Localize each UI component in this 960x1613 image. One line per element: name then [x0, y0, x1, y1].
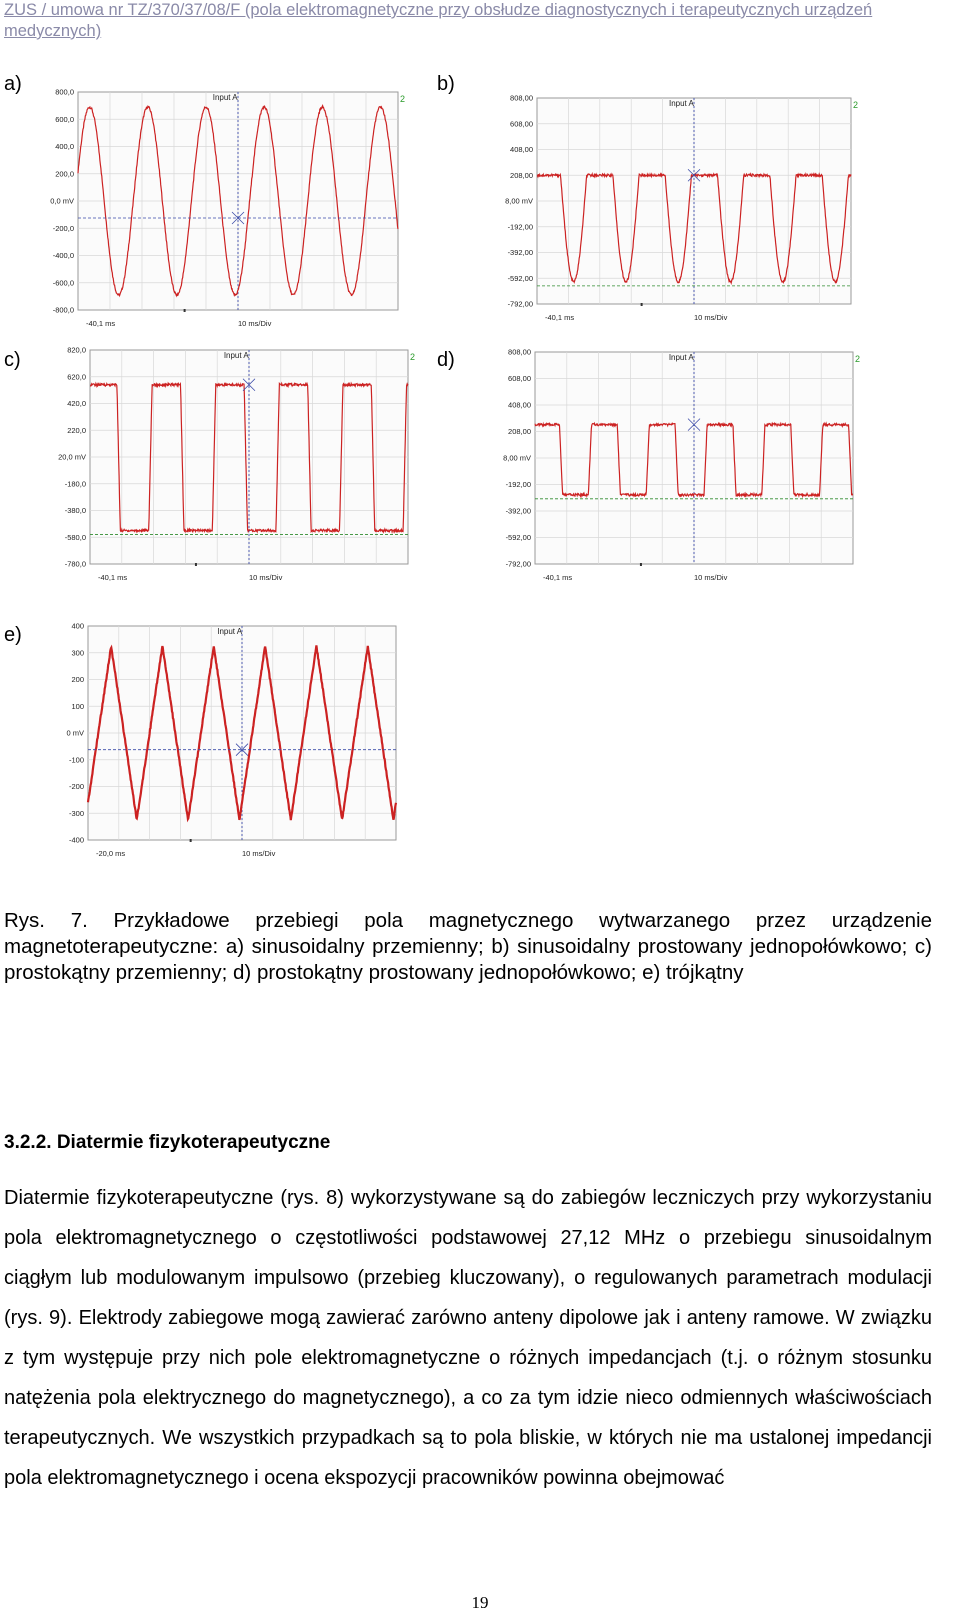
oscilloscope-svg: [493, 338, 861, 600]
running-header: ZUS / umowa nr TZ/370/37/08/F (pola elektromagnetyczne przy obsłudze diagnostycznych i terapeutycznych urządzeń medycznych): [4, 1, 873, 40]
y-tick-label: 820,0: [67, 345, 86, 355]
y-tick-label: 800,0: [55, 87, 74, 97]
channel-number: 2: [410, 352, 416, 362]
x-scale-label: 10 ms/Div: [242, 849, 276, 858]
page-number: 19: [471, 1593, 489, 1612]
x-scale-label: 10 ms/Div: [694, 573, 728, 582]
y-tick-label: 200: [71, 675, 84, 684]
x-start-label: -40,1 ms: [86, 319, 116, 328]
y-tick-label: 100: [71, 701, 84, 711]
panel-label-b: b): [437, 73, 455, 95]
y-tick-label: -800,0: [52, 305, 74, 315]
y-tick-label: 620,0: [67, 372, 86, 382]
panel-label-c: c): [4, 349, 21, 371]
oscilloscope-svg: [52, 338, 416, 600]
y-tick-label: 208,00: [508, 427, 531, 436]
panel-label-e: e): [4, 624, 22, 646]
y-tick-label: 420,0: [67, 399, 86, 408]
y-tick-label: -180,0: [64, 479, 86, 489]
x-start-label: -20,0 ms: [96, 849, 126, 858]
y-tick-label: -580,0: [64, 532, 86, 542]
y-tick-label: -400: [68, 835, 84, 845]
channel-number: 2: [855, 354, 861, 364]
y-tick-label: -200,0: [52, 223, 74, 233]
x-scale-label: 10 ms/Div: [694, 313, 728, 322]
panel-label-a: a): [4, 73, 22, 95]
channel-number: 2: [400, 94, 406, 104]
y-tick-label: 220,0: [67, 425, 86, 435]
channel-number: 2: [853, 100, 859, 110]
scope-panel-c: [52, 338, 416, 600]
y-tick-label: 200,0: [55, 169, 74, 179]
y-tick-label: -200: [68, 782, 84, 791]
y-tick-label: 408,00: [508, 400, 531, 410]
y-tick-label: 8,00 mV: [505, 196, 533, 206]
trigger-marker: [641, 303, 643, 306]
scope-panel-d: [493, 338, 861, 600]
y-tick-label: 608,00: [510, 119, 533, 129]
y-tick-label: -300: [68, 808, 84, 818]
scope-panel-e: [50, 612, 400, 874]
chart-title: Input A: [668, 99, 694, 108]
x-start-label: -40,1 ms: [545, 313, 575, 322]
chart-title: Input A: [217, 627, 243, 636]
y-tick-label: -592,00: [505, 533, 531, 542]
y-tick-label: 808,00: [508, 347, 531, 357]
y-tick-label: 8,00 mV: [503, 453, 531, 463]
panel-label-d: d): [437, 349, 455, 371]
y-tick-label: 608,00: [508, 374, 531, 383]
trigger-marker: [640, 563, 642, 566]
y-tick-label: -392,00: [505, 506, 531, 516]
y-tick-label: -792,00: [505, 559, 531, 569]
oscilloscope-svg: [50, 612, 400, 874]
y-tick-label: -192,00: [505, 480, 531, 489]
x-scale-label: 10 ms/Div: [238, 319, 272, 328]
y-tick-label: -380,0: [64, 506, 86, 515]
y-tick-label: 600,0: [55, 114, 74, 124]
y-tick-label: -780,0: [64, 559, 86, 569]
y-tick-label: 208,00: [510, 170, 533, 180]
y-tick-label: -192,00: [507, 222, 533, 232]
y-tick-label: 400: [71, 621, 84, 631]
scope-panel-b: [493, 82, 859, 344]
figure-caption: Rys. 7. Przykładowe przebiegi pola magnetycznego wytwarzanego przez urządzenie magnetoterapeutyczne: a) sinusoidalny przemienny; b) sinusoidalny prostowany jednopołówkowo; c) prostokątny przemienny; d) prostokątny prostowany jednopołówkowo; e) trójkątny: [4, 909, 932, 984]
trigger-marker: [195, 563, 197, 566]
oscilloscope-svg: [493, 82, 859, 344]
y-tick-label: 400,0: [55, 142, 74, 151]
trigger-marker: [184, 309, 186, 312]
y-tick-label: 300: [71, 648, 84, 658]
chart-title: Input A: [668, 353, 694, 362]
y-tick-label: 20,0 mV: [58, 452, 86, 462]
x-start-label: -40,1 ms: [98, 573, 128, 582]
y-tick-label: 408,00: [510, 145, 533, 154]
scope-panel-a: [38, 78, 406, 340]
y-tick-label: -792,00: [507, 299, 533, 309]
chart-title: Input A: [212, 93, 238, 102]
oscilloscope-svg: [38, 78, 406, 340]
x-scale-label: 10 ms/Div: [249, 573, 283, 582]
y-tick-label: 0,0 mV: [50, 196, 74, 206]
y-tick-label: -100: [68, 755, 84, 765]
y-tick-label: -392,00: [507, 248, 533, 257]
y-tick-label: 0 mV: [66, 728, 84, 738]
body-paragraph: Diatermie fizykoterapeutyczne (rys. 8) wykorzystywane są do zabiegów leczniczych przy wykorzystaniu pola elektromagnetycznego o częstotliwości podstawowej 27,12 MHz o przebiegu sinusoidalnym ciągłym lub modulowanym impulsowo (przebieg kluczowany), o regulowanych parametrach modulacji (rys. 9). Elektrody zabiegowe mogą zawierać zarówno anteny dipolowe jak i anteny ramowe. W związku z tym występuje przy nich pole elektromagnetyczne o różnych impedancjach (t.j. o różnym stosunku natężenia pola elektrycznego do magnetycznego), a co za tym idzie nieco odmiennych właściwościach terapeutycznych. We wszystkich przypadkach są to pola bliskie, w których nie ma ustalonej impedancji pola elektromagnetycznego i ocena ekspozycji pracowników powinna obejmować: [4, 1187, 932, 1489]
y-tick-label: -592,00: [507, 273, 533, 283]
trigger-marker: [190, 839, 192, 842]
y-tick-label: -600,0: [52, 278, 74, 288]
y-tick-label: 808,00: [510, 93, 533, 103]
chart-title: Input A: [223, 351, 249, 360]
section-heading: 3.2.2. Diatermie fizykoterapeutyczne: [4, 1132, 331, 1153]
x-start-label: -40,1 ms: [543, 573, 573, 582]
y-tick-label: -400,0: [52, 251, 74, 260]
